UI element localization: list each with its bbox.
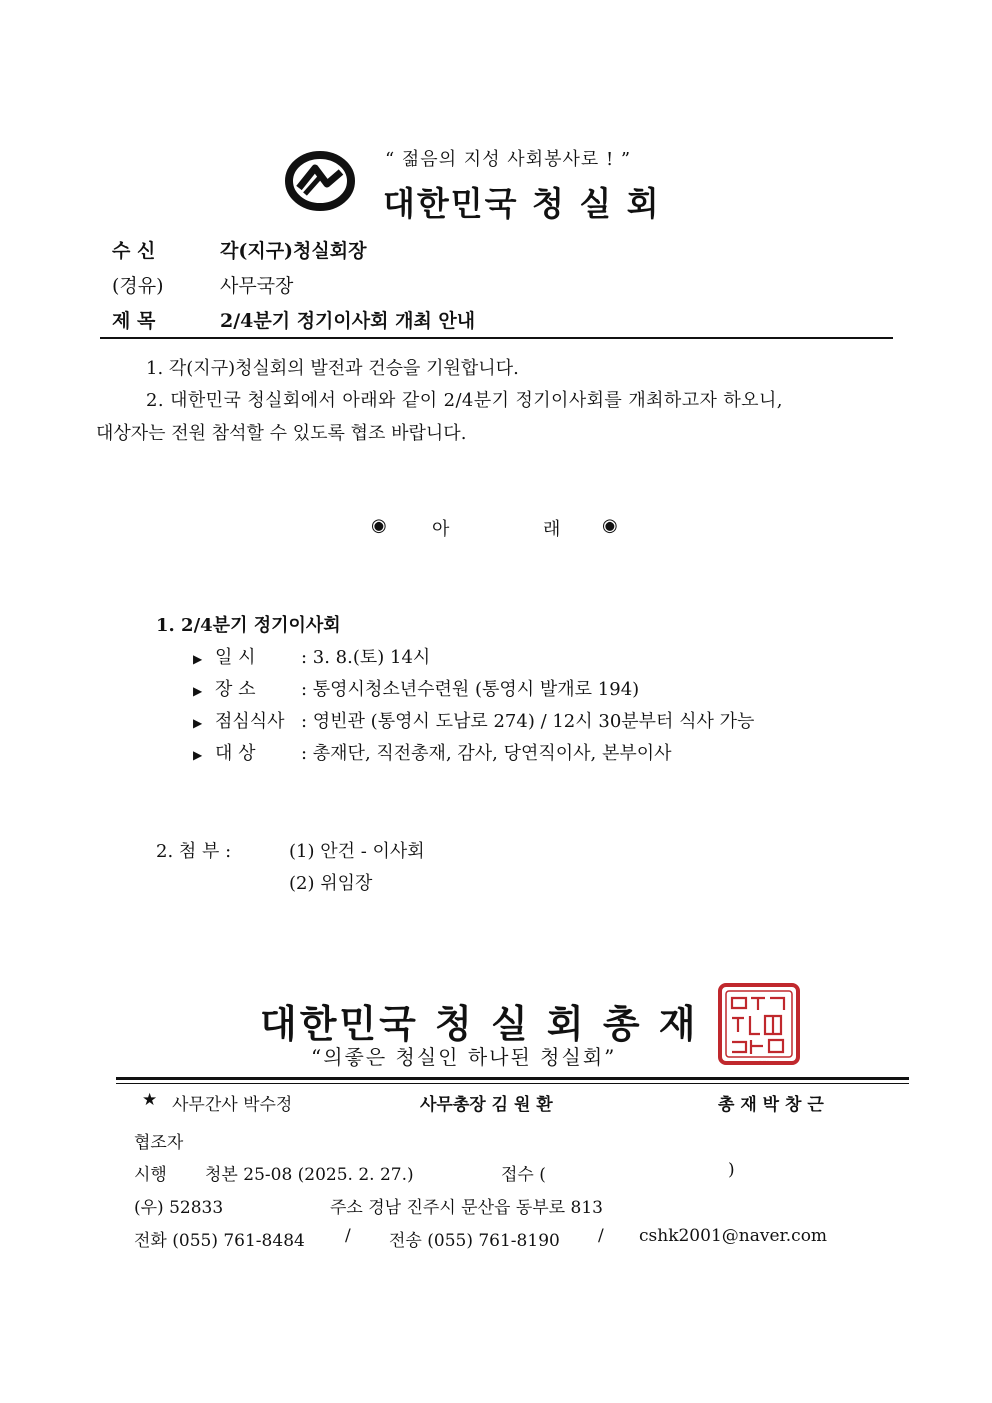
detail-value: : 통영시청소년수련원 (통영시 발개로 194) [301, 679, 640, 700]
detail-label: 점심식사 [215, 711, 285, 732]
detail-label: 일 시 [215, 647, 256, 668]
issue-value: 청본 25-08 (2025. 2. 27.) [205, 1165, 414, 1185]
via-label: (경유) [112, 275, 164, 297]
footer-slogan: “의좋은 청실인 하나된 청실회” [311, 1045, 617, 1069]
organization-title: 대한민국 청 실 회 [383, 184, 661, 223]
official-seal [717, 982, 801, 1066]
footer-title: 대한민국 청 실 회 총 재 [260, 1001, 699, 1046]
detail-value: : 총재단, 직전총재, 감사, 당연직이사, 본부이사 [301, 743, 672, 764]
section-heading-b: 래 [543, 519, 561, 540]
fax: 전송 (055) 761-8190 [389, 1231, 560, 1251]
triangle-bullet-icon: ▶ [193, 748, 203, 762]
president: 총 재 박 창 근 [718, 1095, 824, 1115]
triangle-bullet-icon: ▶ [193, 716, 203, 730]
footer-divider-thin [116, 1083, 909, 1084]
triangle-bullet-icon: ▶ [193, 684, 203, 698]
recipient-value: 각(지구)청실회장 [220, 240, 367, 262]
recipient-label: 수 신 [112, 240, 156, 262]
separator: / [345, 1226, 351, 1246]
email-link[interactable]: cshk2001@naver.com [639, 1226, 828, 1246]
attachment-1: (1) 안건 - 이사회 [289, 841, 425, 862]
triangle-bullet-icon: ▶ [193, 652, 203, 666]
agenda-detail-target [193, 739, 672, 765]
receipt-close: ) [728, 1160, 735, 1180]
seal-text: 대한민국청실회총재인 [759, 1062, 769, 1063]
via-value: 사무국장 [220, 275, 294, 297]
separator: / [598, 1226, 604, 1246]
agenda-item-2-label: 2. 첨 부 : [156, 841, 232, 862]
address: 주소 경남 진주시 문산읍 동부로 813 [330, 1198, 603, 1218]
issue-label: 시행 [134, 1165, 167, 1185]
star-icon: ★ [142, 1090, 158, 1110]
subject-value: 2/4분기 정기이사회 개최 안내 [220, 310, 476, 332]
agenda-detail-lunch [193, 707, 754, 733]
header-divider [100, 337, 893, 339]
footer-divider-thick [116, 1077, 909, 1080]
receipt-label: 접수 ( [501, 1165, 546, 1185]
paragraph-2-line-2: 대상자는 전원 참석할 수 있도록 협조 바랍니다. [96, 423, 467, 444]
section-mark-left: ◉ [371, 515, 387, 536]
section-mark-right: ◉ [602, 515, 618, 536]
staff-name: 사무간사 박수정 [172, 1095, 293, 1115]
paragraph-1: 1. 각(지구)청실회의 발전과 건승을 기원합니다. [146, 358, 519, 379]
organization-logo [285, 150, 355, 212]
detail-value: : 3. 8.(토) 14시 [301, 647, 431, 668]
agenda-detail-date [193, 643, 430, 669]
header-slogan: “ 젊음의 지성 사회봉사로 ! ” [385, 149, 632, 170]
agenda-detail-place [193, 675, 639, 701]
secretary-general: 사무총장 김 원 환 [420, 1095, 553, 1115]
detail-label: 장 소 [215, 679, 256, 700]
detail-value: : 영빈관 (통영시 도남로 274) / 12시 30분부터 식사 가능 [301, 711, 755, 732]
zip-code: (우) 52833 [134, 1198, 224, 1218]
detail-label: 대 상 [215, 743, 256, 764]
paragraph-2-line-1: 2. 대한민국 청실회에서 아래와 같이 2/4분기 정기이사회를 개최하고자 하오니, [146, 390, 783, 411]
subject-label: 제 목 [112, 310, 156, 332]
section-heading-a: 아 [432, 519, 450, 540]
agenda-item-1-title: 1. 2/4분기 정기이사회 [156, 615, 341, 636]
phone: 전화 (055) 761-8484 [134, 1231, 305, 1251]
attachment-2: (2) 위임장 [289, 873, 373, 894]
cooperator-label: 협조자 [134, 1133, 184, 1153]
